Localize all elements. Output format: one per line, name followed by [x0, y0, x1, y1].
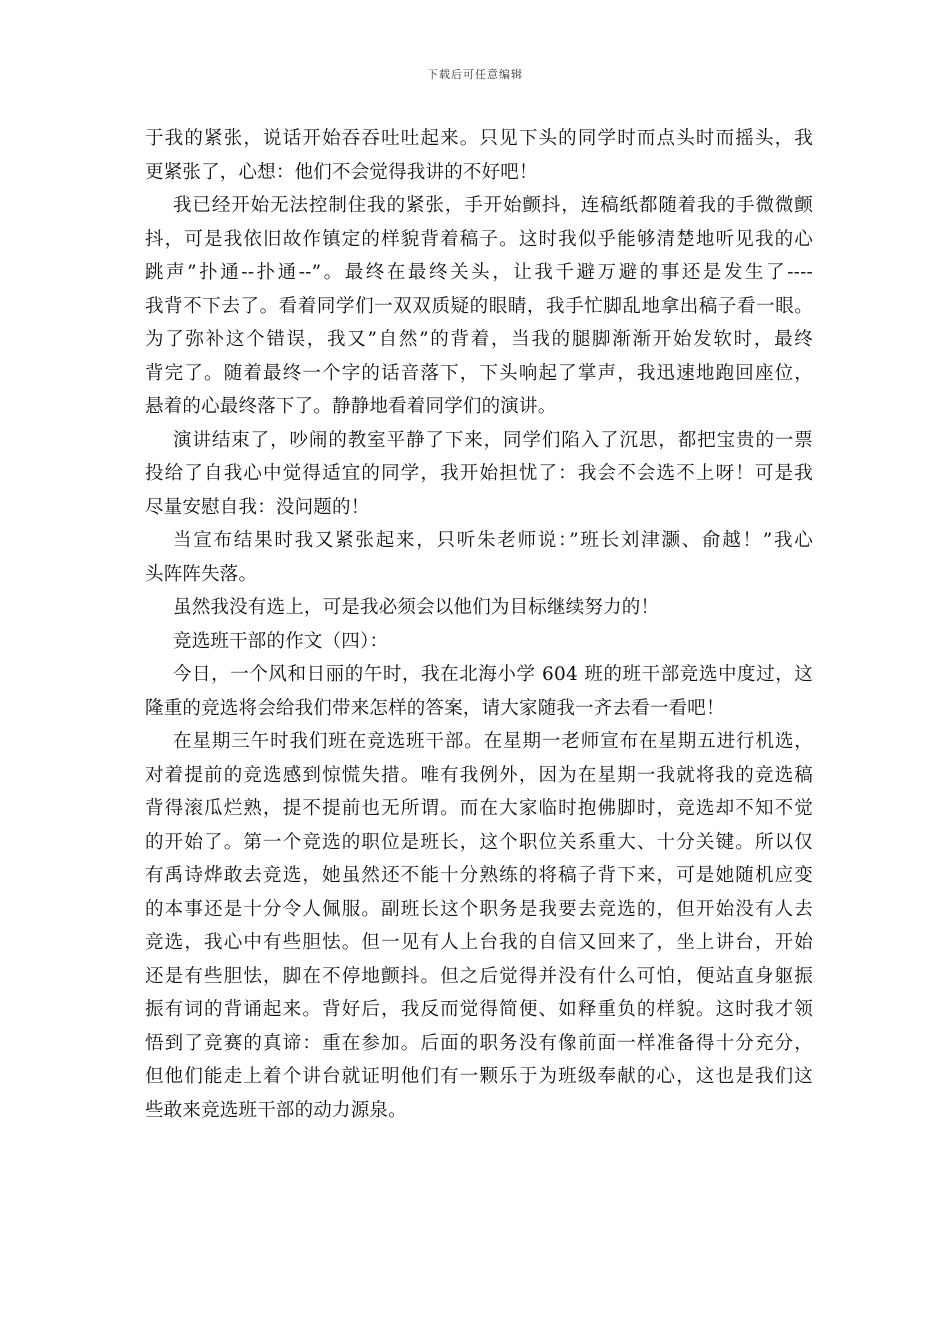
text-line: 背完了。随着最终一个字的话音落下，下头响起了掌声，我迅速地跑回座位， — [145, 362, 813, 384]
text-line: 投给了自我心中觉得适宜的同学，我开始担忧了：我会不会选不上呀！可是我 — [145, 463, 813, 484]
text-line: 更紧张了，心想：他们不会觉得我讲的不好吧！ — [145, 161, 538, 183]
text-line: 头阵阵失落。 — [145, 563, 258, 585]
text-line: 还是有些胆怯，脚在不停地颤抖。但之后觉得并没有什么可怕，便站直身躯振 — [145, 965, 813, 987]
text-line: 悬着的心最终落下了。静静地看着同学们的演讲。 — [145, 396, 557, 417]
page-header: 下载后可任意编辑 — [427, 68, 523, 81]
document-body — [145, 122, 813, 1127]
text-line: 于我的紧张，说话开始吞吞吐吐起来。只见下头的同学时而点头时而摇头，我 — [145, 128, 813, 149]
text-line: 跳声”扑通--扑通--”。最终在最终关头，让我千避万避的事还是发生了---- — [145, 262, 813, 283]
text-line: 今日，一个风和日丽的午时，我在北海小学 604 班的班干部竞选中度过，这 — [173, 664, 813, 685]
text-line: 悟到了竞赛的真谛：重在参加。后面的职务没有像前面一样准备得十分充分， — [145, 1032, 813, 1054]
text-line: 的本事还是十分令人佩服。副班长这个职务是我要去竞选的，但开始没有人去 — [145, 898, 813, 920]
text-line: 振有词的背诵起来。背好后，我反而觉得简便、如释重负的样貌。这时我才领 — [145, 999, 813, 1020]
text-line: 竞选，我心中有些胆怯。但一见有人上台我的自信又回来了，坐上讲台，开始 — [145, 932, 813, 953]
text-line: 当宣布结果时我又紧张起来，只听朱老师说：”班长刘津灏、俞越！”我心 — [173, 530, 813, 551]
text-line: 我背不下去了。看着同学们一双双质疑的眼睛，我手忙脚乱地拿出稿子看一眼。 — [145, 295, 813, 317]
text-line: 演讲结束了，吵闹的教室平静了下来，同学们陷入了沉思，都把宝贵的一票 — [173, 429, 813, 451]
text-line: 在星期三午时我们班在竞选班干部。在星期一老师宣布在星期五进行机选， — [173, 731, 813, 752]
text-line: 抖，可是我依旧故作镇定的样貌背着稿子。这时我似乎能够清楚地听见我的心 — [145, 228, 813, 250]
text-line: 背得滚瓜烂熟，提不提前也无所谓。而在大家临时抱佛脚时，竞选却不知不觉 — [145, 798, 813, 819]
text-line: 虽然我没有选上，可是我必须会以他们为目标继续努力的！ — [173, 597, 660, 618]
text-line: 但他们能走上着个讲台就证明他们有一颗乐于为班级奉献的心，这也是我们这 — [145, 1066, 813, 1087]
text-line: 的开始了。第一个竞选的职位是班长，这个职位关系重大、十分关键。所以仅 — [145, 831, 813, 853]
text-line: 对着提前的竞选感到惊慌失措。唯有我例外，因为在星期一我就将我的竞选稿 — [145, 764, 813, 786]
text-line: 我已经开始无法控制住我的紧张，手开始颤抖，连稿纸都随着我的手微微颤 — [173, 195, 813, 216]
text-line: 为了弥补这个错误，我又”自然”的背着，当我的腿脚渐渐开始发软时，最终 — [145, 329, 813, 350]
text-line: 隆重的竞选将会给我们带来怎样的答案，请大家随我一齐去看一看吧！ — [145, 697, 725, 719]
text-line: 有禹诗烨敢去竞选，她虽然还不能十分熟练的将稿子背下来，可是她随机应变 — [145, 865, 813, 886]
text-line: 竞选班干部的作文（四）： — [173, 630, 389, 652]
text-line: 些敢来竞选班干部的动力源泉。 — [145, 1099, 407, 1121]
text-line: 尽量安慰自我：没问题的！ — [145, 496, 370, 518]
